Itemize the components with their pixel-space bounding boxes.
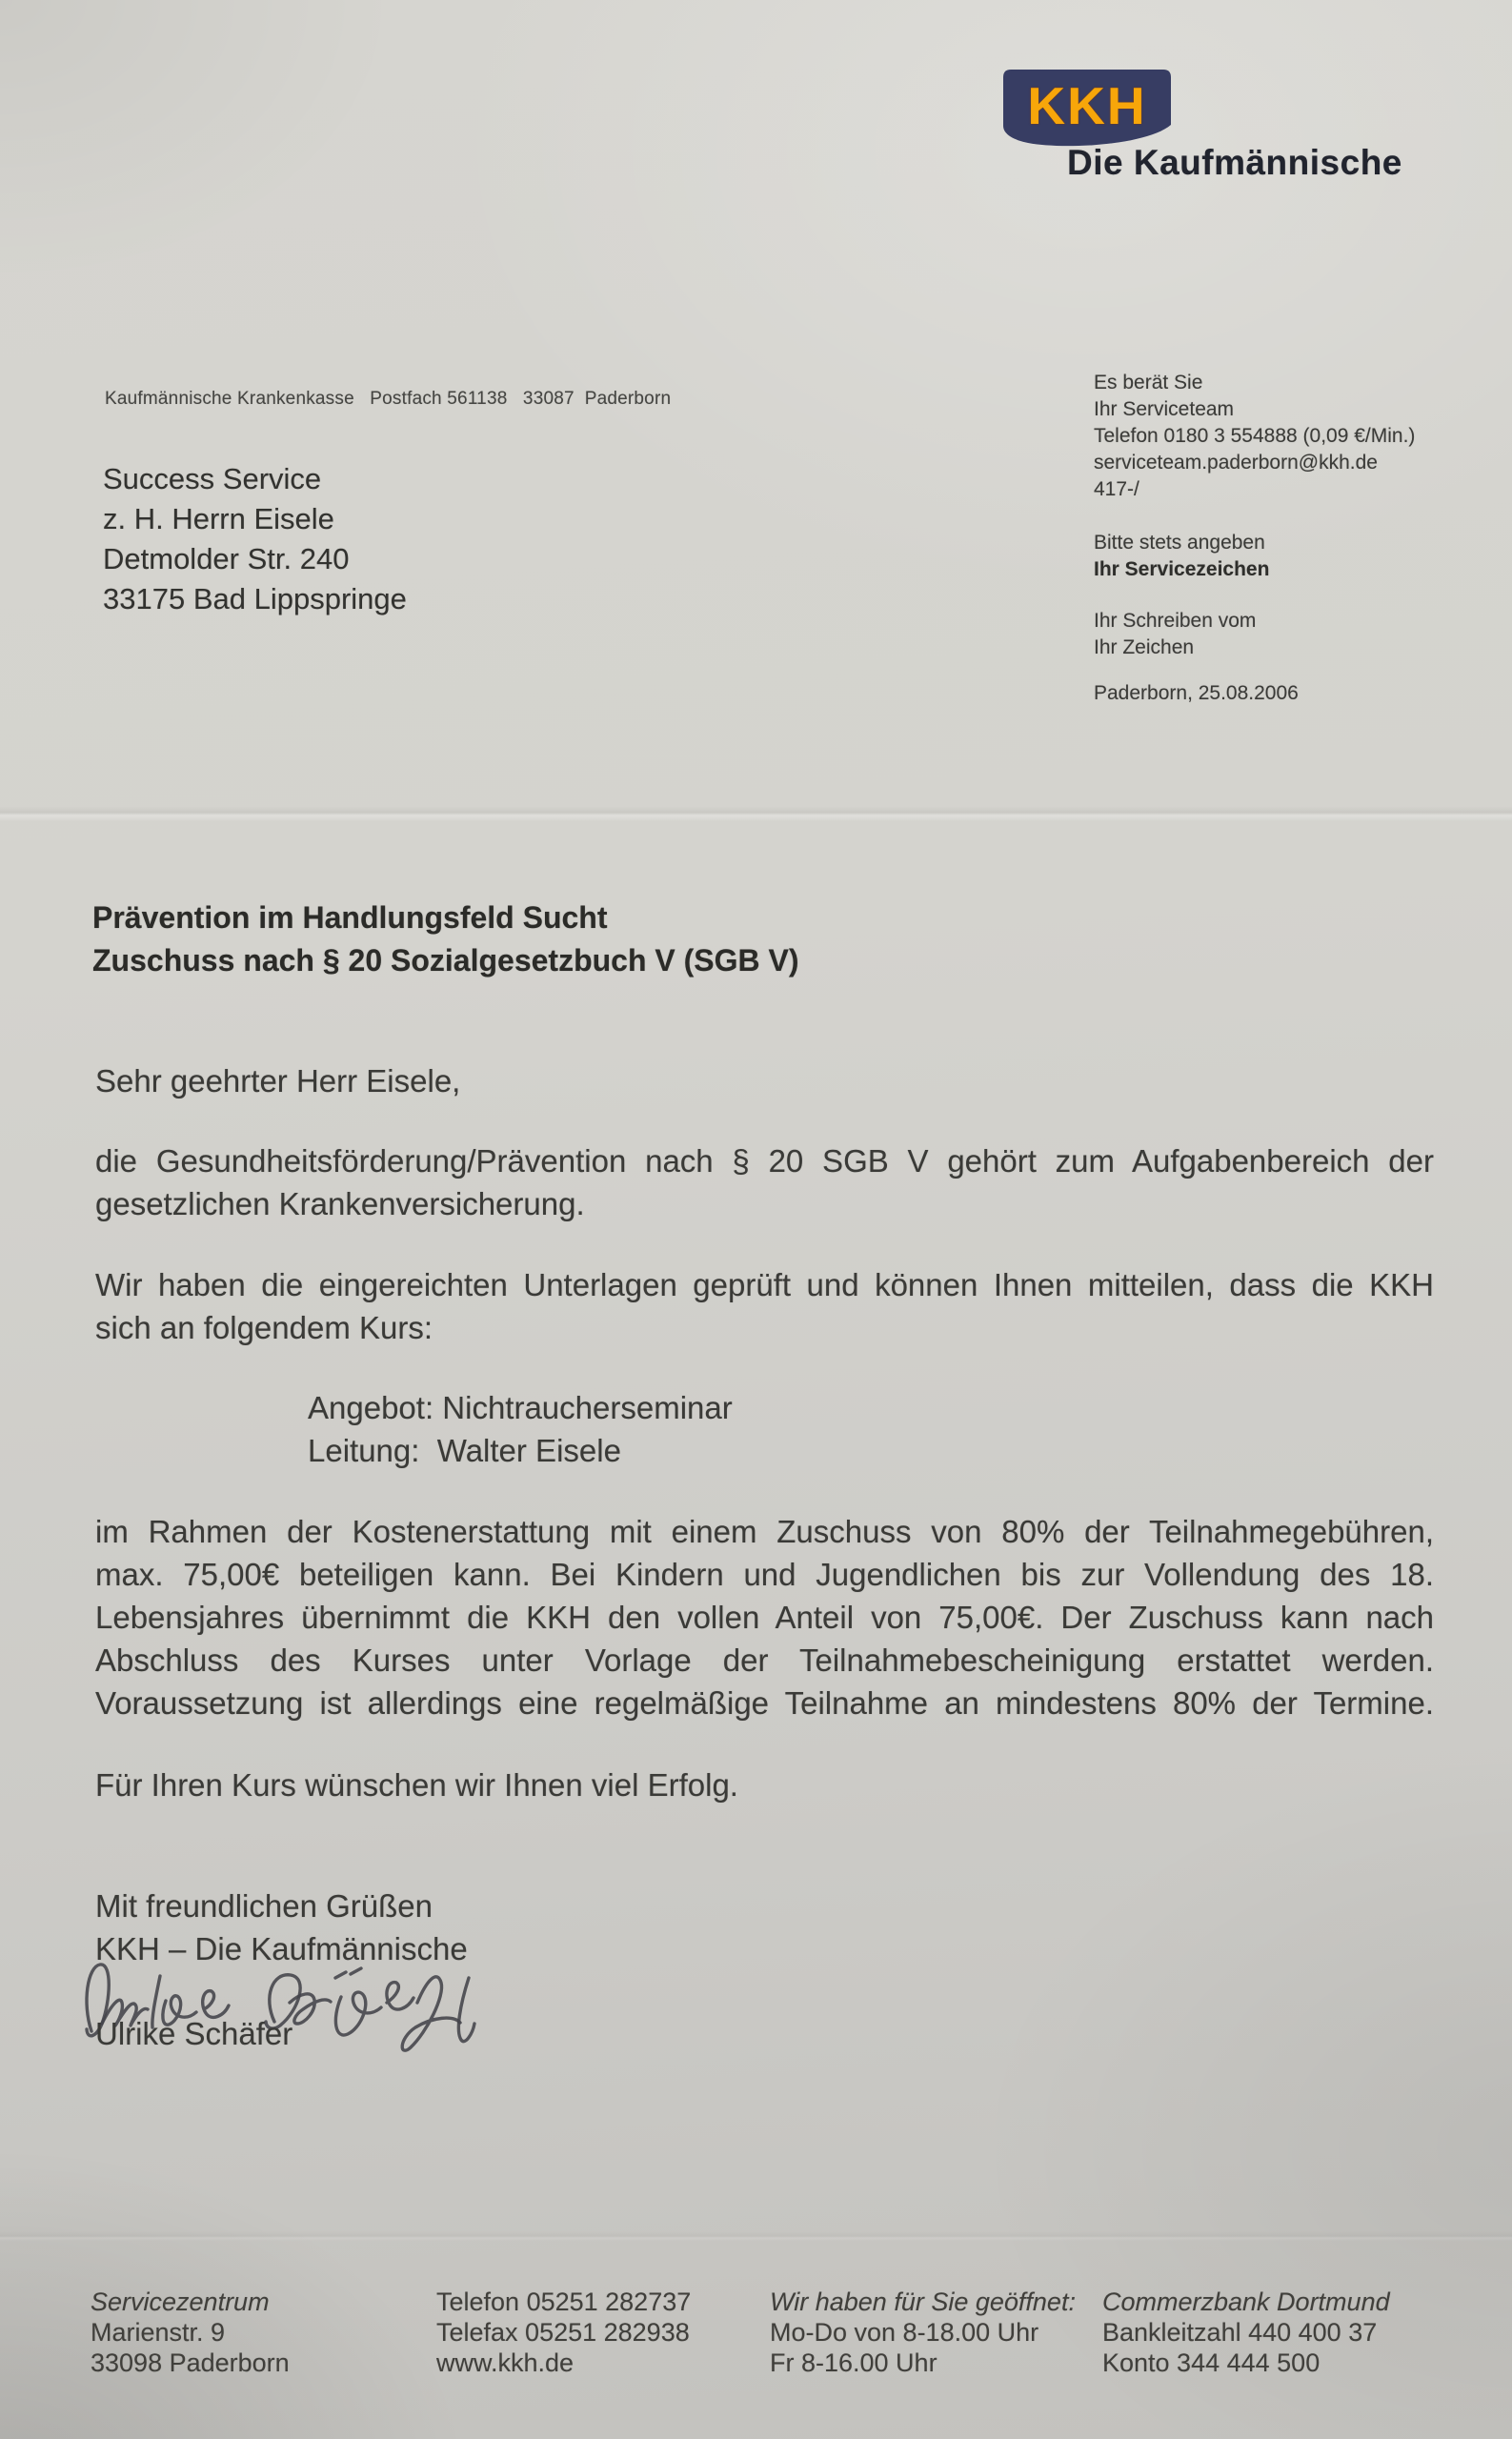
footer-head: Commerzbank Dortmund [1102,2288,1390,2316]
paper-fold-crease [0,806,1512,821]
subject-line: Prävention im Handlungsfeld Sucht [92,900,608,935]
body-line: Abschluss des Kurses unter Vorlage der Teilnahmebescheinigung erstattet werden. [95,1643,1434,1678]
footer-line: Mo-Do von 8-18.00 Uhr [770,2318,1039,2347]
paragraph-2 [95,1263,1434,1349]
closing-line: Mit freundlichen Grüßen [95,1888,433,1924]
info-line: Telefon 0180 3 554888 (0,09 €/Min.) [1094,425,1416,447]
recipient-line: Success Service [103,462,322,495]
body-line: im Rahmen der Kostenerstattung mit einem Zuschuss von 80% der Teilnahmegebühren, [95,1514,1434,1549]
salutation: Sehr geehrter Herr Eisele, [95,1063,461,1099]
kkh-tagline: Die Kaufmännische [1067,143,1402,182]
kkh-logo-text: KKH [1027,76,1147,135]
recipient-address [103,459,407,619]
body-line: gesetzlichen Krankenversicherung. [95,1186,585,1221]
info-line: 417-/ [1094,478,1139,500]
paragraph-1 [95,1139,1434,1225]
footer-contact [436,2287,691,2378]
paper-fold-crease-lower [0,2231,1512,2241]
service-info-block [1094,370,1415,707]
recipient-line: z. H. Herrn Eisele [103,502,334,535]
body-line: sich an folgendem Kurs: [95,1310,433,1345]
footer-opening-hours [770,2287,1076,2378]
footer-line: Fr 8-16.00 Uhr [770,2348,937,2377]
kkh-logo [1003,70,1171,150]
body-line: Lebensjahres übernimmt die KKH den vollen Anteil von 75,00€. Der Zuschuss kann nach [95,1600,1434,1635]
signer-name: Ulrike Schäfer [95,2016,293,2051]
info-line: Ihr Serviceteam [1094,398,1235,420]
info-ref-line: Ihr Zeichen [1094,636,1195,658]
paragraph-3 [95,1510,1434,1724]
course-lead-line: Leitung: Walter Eisele [308,1433,621,1468]
footer-line: Telefon 05251 282737 [436,2288,692,2316]
body-line: max. 75,00€ beteiligen kann. Bei Kindern und Jugendlichen bis zur Vollendung des 18. [95,1557,1434,1592]
footer-head: Servicezentrum [91,2288,270,2316]
closing-line: KKH – Die Kaufmännische [95,1931,468,1966]
course-details [308,1386,733,1472]
body-line: die Gesundheitsförderung/Prävention nach § 20 SGB V gehört zum Aufgabenbereich der [95,1143,1434,1179]
dateline: Paderborn, 25.08.2006 [1094,682,1299,704]
subject-block [92,897,799,982]
info-line: serviceteam.paderborn@kkh.de [1094,452,1378,474]
recipient-line: 33175 Bad Lippspringe [103,582,407,615]
footer-line: www.kkh.de [436,2348,575,2377]
info-servicezeichen: Ihr Servicezeichen [1094,558,1270,580]
sender-return-line: Kaufmännische Krankenkasse Postfach 561138 33087 Paderborn [105,389,672,409]
info-line: Es berät Sie [1094,372,1203,393]
recipient-line: Detmolder Str. 240 [103,542,350,575]
body-line: Voraussetzung ist allerdings eine regelmäßige Teilnahme an mindestens 80% der Termine. [95,1685,1434,1721]
info-ref-line: Ihr Schreiben vom [1094,610,1257,632]
course-offer-line: Angebot: Nichtraucherseminar [308,1390,733,1425]
footer-line: Bankleitzahl 440 400 37 [1102,2318,1378,2347]
footer-bank-details [1102,2287,1390,2378]
footer-servicezentrum [91,2287,290,2378]
footer-head: Wir haben für Sie geöffnet: [770,2288,1076,2316]
footer-line: 33098 Paderborn [91,2348,290,2377]
footer-line: Marienstr. 9 [91,2318,226,2347]
body-line: Wir haben die eingereichten Unterlagen geprüft und können Ihnen mitteilen, dass die KKH [95,1267,1434,1302]
footer-line: Konto 344 444 500 [1102,2348,1320,2377]
info-note-label: Bitte stets angeben [1094,532,1265,554]
paragraph-4: Für Ihren Kurs wünschen wir Ihnen viel Erfolg. [95,1767,738,1803]
subject-line: Zuschuss nach § 20 Sozialgesetzbuch V (SGB V) [92,943,799,978]
footer-line: Telefax 05251 282938 [436,2318,690,2347]
